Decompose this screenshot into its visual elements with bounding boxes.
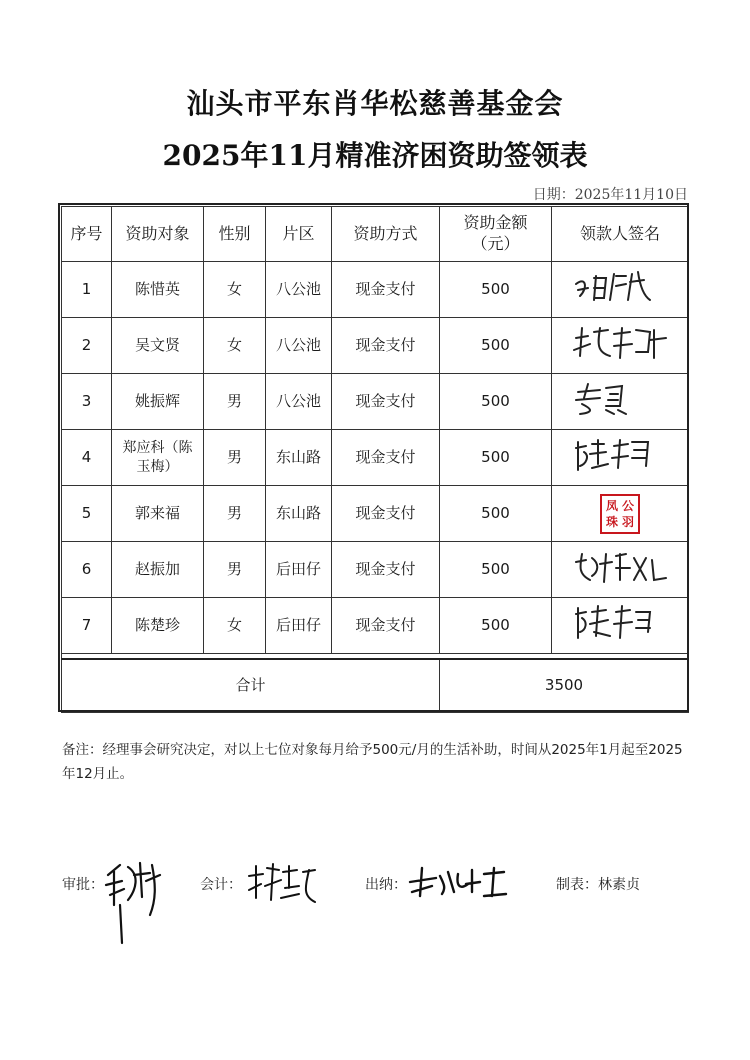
row-no: 5 xyxy=(62,486,112,542)
document-date: 日期：2025年11月10日 xyxy=(532,187,688,203)
aid-signature-table xyxy=(61,206,689,713)
row-method: 现金支付 xyxy=(332,262,440,318)
signature-seal-stamp: 凤 公 珠 羽 xyxy=(600,494,640,534)
row-area: 八公池 xyxy=(266,318,332,374)
handwritten-signature xyxy=(560,602,680,644)
row-method: 现金支付 xyxy=(332,598,440,654)
row-recipient: 吴文贤 xyxy=(112,318,204,374)
maker-name: 林素贞 xyxy=(598,877,640,893)
handwritten-signature xyxy=(560,378,680,420)
row-area: 八公池 xyxy=(266,374,332,430)
row-method: 现金支付 xyxy=(332,318,440,374)
table-row xyxy=(62,374,689,430)
row-area: 东山路 xyxy=(266,430,332,486)
table-row xyxy=(62,262,689,318)
row-signature xyxy=(552,598,689,654)
row-recipient: 姚振辉 xyxy=(112,374,204,430)
total-label: 合计 xyxy=(62,659,440,713)
row-signature xyxy=(552,542,689,598)
maker-label xyxy=(556,874,640,894)
table-row xyxy=(62,430,689,486)
row-gender: 男 xyxy=(204,374,266,430)
row-area: 后田仔 xyxy=(266,598,332,654)
row-recipient: 郭来福 xyxy=(112,486,204,542)
maker-label-text: 制表： xyxy=(556,877,598,893)
row-signature xyxy=(552,318,689,374)
approve-label: 审批： xyxy=(62,877,104,893)
table-row xyxy=(62,318,689,374)
total-row xyxy=(62,659,689,713)
row-gender: 女 xyxy=(204,318,266,374)
document-title: 汕头市平东肖华松慈善基金会 xyxy=(186,87,564,120)
row-signature xyxy=(552,486,689,542)
row-no: 2 xyxy=(62,318,112,374)
row-method: 现金支付 xyxy=(332,542,440,598)
row-no: 4 xyxy=(62,430,112,486)
header-recipient: 资助对象 xyxy=(112,207,204,262)
row-amount: 500 xyxy=(440,486,552,542)
row-amount: 500 xyxy=(440,598,552,654)
row-amount: 500 xyxy=(440,430,552,486)
row-no: 1 xyxy=(62,262,112,318)
accountant-label: 会计： xyxy=(200,877,242,893)
header-amount: 资助金额（元） xyxy=(440,207,552,262)
row-area: 东山路 xyxy=(266,486,332,542)
table-header-row xyxy=(62,207,689,262)
table-row xyxy=(62,486,689,542)
handwritten-signature xyxy=(560,322,680,364)
row-no: 3 xyxy=(62,374,112,430)
document-subtitle: 2025年11月精准济困资助签领表 xyxy=(162,139,588,172)
handwritten-signature xyxy=(560,434,680,476)
approver-signature xyxy=(100,845,180,945)
row-area: 八公池 xyxy=(266,262,332,318)
row-no: 7 xyxy=(62,598,112,654)
row-amount: 500 xyxy=(440,542,552,598)
row-gender: 男 xyxy=(204,486,266,542)
row-gender: 男 xyxy=(204,542,266,598)
header-no: 序号 xyxy=(62,207,112,262)
handwritten-signature xyxy=(560,546,680,588)
row-amount: 500 xyxy=(440,374,552,430)
handwritten-signature xyxy=(560,266,680,308)
row-recipient: 赵振加 xyxy=(112,542,204,598)
row-gender: 女 xyxy=(204,598,266,654)
row-method: 现金支付 xyxy=(332,374,440,430)
row-signature xyxy=(552,430,689,486)
row-gender: 男 xyxy=(204,430,266,486)
header-area: 片区 xyxy=(266,207,332,262)
header-gender: 性别 xyxy=(204,207,266,262)
row-amount: 500 xyxy=(440,262,552,318)
header-signature: 领款人签名 xyxy=(552,207,689,262)
row-gender: 女 xyxy=(204,262,266,318)
row-signature xyxy=(552,374,689,430)
cashier-signature xyxy=(408,862,508,902)
row-method: 现金支付 xyxy=(332,486,440,542)
row-recipient: 郑应科（陈玉梅） xyxy=(112,430,204,486)
row-area: 后田仔 xyxy=(266,542,332,598)
row-recipient: 陈惜英 xyxy=(112,262,204,318)
total-amount: 3500 xyxy=(440,659,689,713)
cashier-label: 出纳： xyxy=(365,877,407,893)
row-no: 6 xyxy=(62,542,112,598)
header-method: 资助方式 xyxy=(332,207,440,262)
row-signature xyxy=(552,262,689,318)
row-method: 现金支付 xyxy=(332,430,440,486)
remarks-note: 备注：经理事会研究决定，对以上七位对象每月给予500元/月的生活补助，时间从2025年1月起至2025年12月止。 xyxy=(62,742,683,782)
row-amount: 500 xyxy=(440,318,552,374)
table-row xyxy=(62,598,689,654)
row-recipient: 陈楚珍 xyxy=(112,598,204,654)
accountant-signature xyxy=(245,858,325,908)
table-row xyxy=(62,542,689,598)
